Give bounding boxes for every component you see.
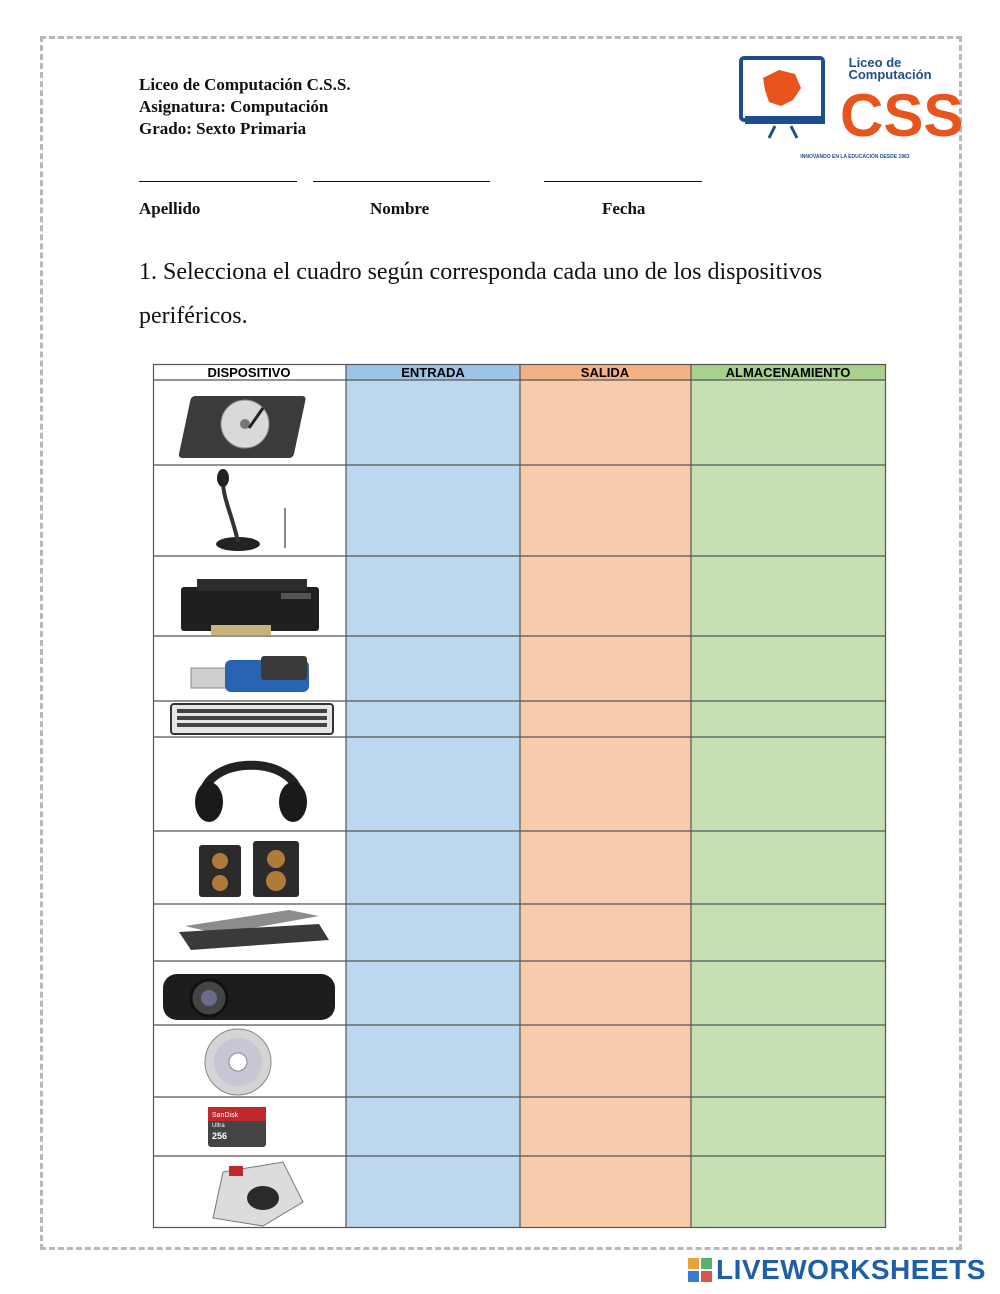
header-entrada: ENTRADA [401, 365, 465, 380]
date-blank[interactable] [544, 181, 702, 182]
liveworksheets-logo-icon [688, 1258, 712, 1282]
header-salida: SALIDA [580, 365, 630, 380]
instruction: 1. Selecciona el cuadro según corresponda cada uno de los dispositivos periféricos. [139, 259, 823, 329]
usb-flash-drive-icon [191, 656, 309, 692]
school-logo [735, 50, 964, 165]
liveworksheets-text: LIVEWORKSHEETS [716, 1254, 986, 1285]
monitor-map-logo-icon [741, 58, 825, 138]
name-blank[interactable] [313, 181, 490, 182]
logo-name-line2: Computación [848, 67, 932, 82]
liveworksheets-brand[interactable] [688, 1252, 986, 1288]
name-label: Nombre [370, 199, 430, 218]
salida-column [520, 364, 691, 1228]
fingerprint-reader-icon [213, 1162, 303, 1226]
almacenamiento-column [691, 364, 885, 1228]
cd-disc-icon [205, 1029, 271, 1095]
lastname-blank[interactable] [139, 181, 297, 182]
header-dispositivo: DISPOSITIVO [207, 365, 291, 380]
logo-mark: CSS [840, 82, 964, 149]
grade-line: Grado: Sexto Primaria [139, 119, 307, 138]
device-table [153, 364, 886, 1228]
printer-icon [181, 579, 319, 635]
entrada-column [346, 364, 520, 1228]
speakers-icon [199, 841, 299, 897]
logo-tagline: INNOVANDO EN LA EDUCACIÓN DESDE 1963 [800, 154, 910, 160]
card-brand: SanDisk [212, 1112, 239, 1119]
hard-drive-icon [178, 396, 306, 458]
card-capacity: 256 [212, 1131, 228, 1141]
memory-card-icon [208, 1107, 266, 1147]
scanner-icon [179, 910, 329, 950]
school-info [139, 74, 351, 140]
card-line: Ultra [212, 1123, 225, 1129]
keyboard-icon [171, 704, 333, 734]
subject-line: Asignatura: Computación [139, 97, 329, 116]
date-label: Fecha [602, 199, 646, 218]
school-name: Liceo de Computación C.S.S. [139, 75, 351, 94]
logo-name-line1: Liceo de [848, 55, 902, 70]
header-almacenamiento: ALMACENAMIENTO [725, 365, 851, 380]
lastname-label: Apellido [139, 199, 201, 218]
headphones-icon [195, 765, 307, 822]
projector-icon [163, 974, 335, 1020]
microphone-icon [216, 469, 285, 551]
